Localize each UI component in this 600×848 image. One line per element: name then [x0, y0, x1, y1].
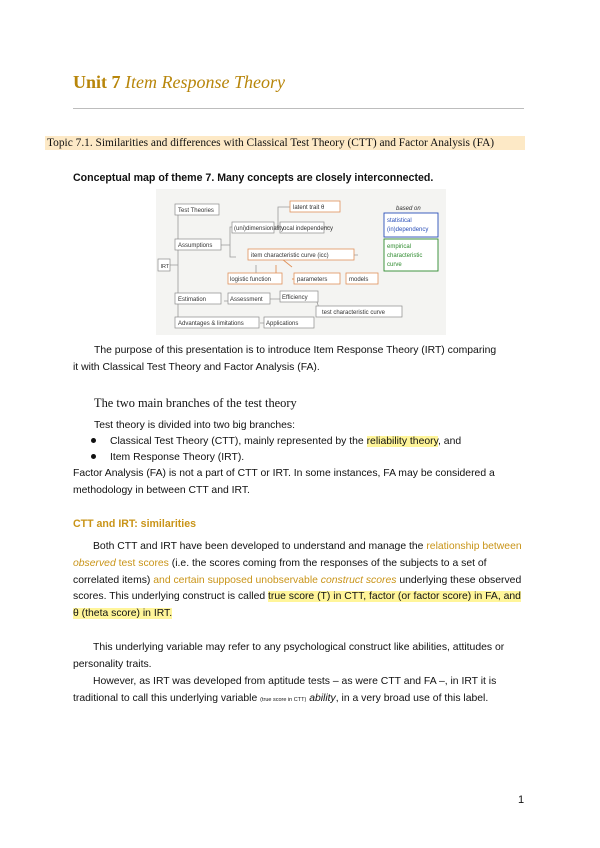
bullet-ctt: Classical Test Theory (CTT), mainly represented by the reliability theory, and [91, 434, 461, 450]
branches-heading: The two main branches of the test theory [94, 396, 297, 410]
intro-line-1: The purpose of this presentation is to introduce Item Response Theory (IRT) comparing [94, 345, 497, 356]
map-node-efficiency: Efficiency [282, 295, 308, 301]
map-node-curve: curve [387, 262, 402, 268]
unit-number: Unit 7 [73, 72, 121, 92]
fa-line-1: Factor Analysis (FA) is not a part of CTT or IRT. In some instances, FA may be considered a [73, 468, 495, 479]
unit-title [73, 72, 285, 93]
map-node-assumptions: Assumptions [178, 243, 213, 249]
map-node-applications: Applications [266, 321, 299, 327]
map-node-models: models [349, 277, 369, 283]
map-node-statistical: statistical [387, 218, 412, 224]
similarities-heading: CTT and IRT: similarities [73, 518, 197, 530]
map-node-test-theories: Test Theories [178, 208, 214, 214]
map-node-tcc: test characteristic curve [322, 310, 386, 316]
map-node-assessment: Assessment [230, 297, 263, 303]
map-blue-box [384, 213, 438, 237]
similarities-paragraph-3: However, as IRT was developed from aptitude tests – as were CTT and FA –, in IRT it is traditional to call this underlying variable (true score in CTT) ability, in a very broad use of this label. [73, 676, 497, 704]
unit-name: Item Response Theory [125, 72, 285, 92]
topic-heading: Topic 7.1. Similarities and differences with Classical Test Theory (CTT) and Factor Analysis (FA) [45, 136, 525, 150]
map-node-independency: (in)dependency [387, 227, 429, 233]
map-node-characteristic: characteristic [387, 253, 423, 259]
concept-map [156, 189, 446, 335]
fa-line-2: methodology in between CTT and IRT. [73, 485, 250, 496]
similarities-paragraph-2: This underlying variable may refer to any psychological construct like abilities, attitudes or personality traits. [73, 642, 505, 670]
map-node-empirical: empirical [387, 244, 412, 250]
bullet-irt: Item Response Theory (IRT). [91, 450, 244, 466]
branches-lead: Test theory is divided into two big branches: [94, 420, 295, 431]
concept-map-title: Conceptual map of theme 7. Many concepts are closely interconnected. [73, 172, 434, 184]
highlight-reliability-theory: reliability theory [366, 436, 439, 447]
map-node-estimation: Estimation [178, 297, 207, 303]
map-node-logistic: logistic function [230, 277, 272, 283]
map-node-latent-trait: latent trait θ [293, 205, 325, 211]
map-node-local-independency: ocal independency [283, 226, 334, 232]
similarities-paragraph-1: Both CTT and IRT have been developed to understand and manage the relationship between observed test scores (i.e. the scores coming from the responses of the subjects to a set of correlated items) and certain supposed unobservable construct scores underlying these observed scores. This underlying construct is called true score (T) in CTT, factor (or factor score) in FA, and θ (theta score) in IRT. [73, 541, 522, 620]
map-node-icc: item characteristic curve (icc) [251, 253, 329, 259]
title-divider [73, 108, 524, 109]
map-node-irt: IRT [160, 264, 170, 270]
map-node-unidimensionality: (uni)dimensionality [234, 226, 285, 232]
page-number: 1 [518, 794, 525, 806]
intro-line-2: it with Classical Test Theory and Factor Analysis (FA). [73, 362, 320, 373]
map-orange-boxes [228, 201, 378, 284]
bullet-dot [91, 438, 96, 443]
map-node-parameters: parameters [297, 277, 328, 283]
map-based-on: based on [396, 206, 421, 212]
bullet-dot [91, 454, 96, 459]
map-node-advantages: Advantages & limitations [178, 321, 244, 327]
highlight-true-score: true score (T) in CTT, factor (or factor score) in FA, and θ (theta score) in IRT. [73, 591, 521, 620]
